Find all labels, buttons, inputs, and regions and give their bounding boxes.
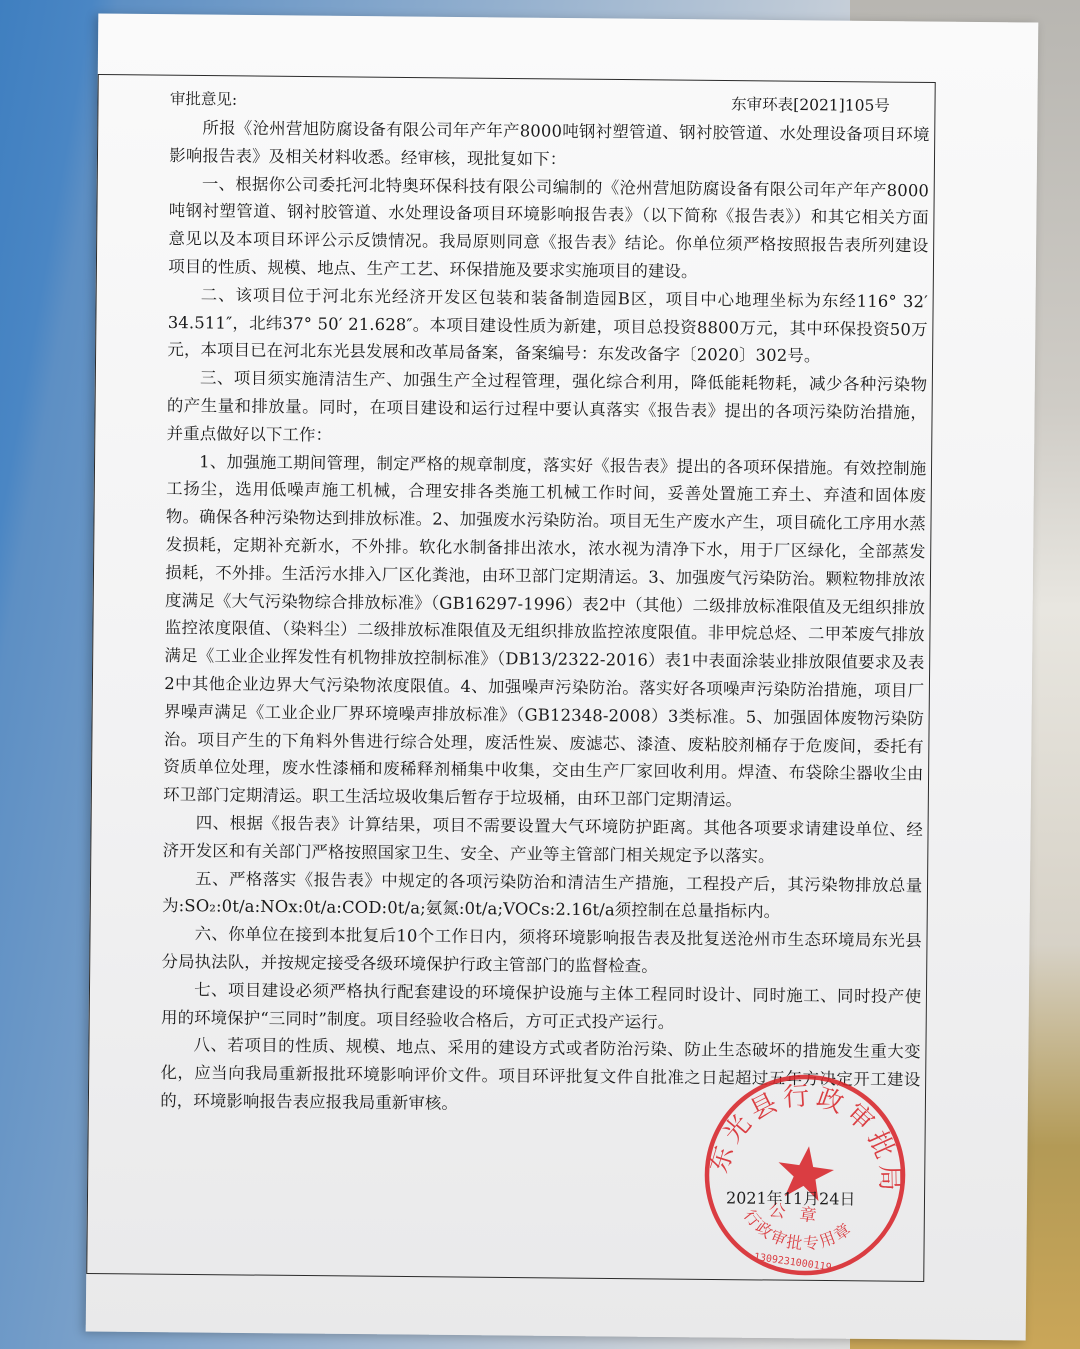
- paragraph-6: 六、你单位在接到本批复后10个工作日内，须将环境影响报告表及批复送沧州市生态环境局东光县分局执法队，并按规定接受各级环境保护行政主管部门的监督检查。: [161, 924, 922, 976]
- approval-content: [160, 88, 930, 1122]
- paragraph-3: 三、项目须实施清洁生产、加强生产全过程管理，强化综合利用，降低能耗物耗，减少各种污染物的产生量和排放量。同时，在项目建设和运行过程中要认真落实《报告表》提出的各项污染防治措施，并重点做好以下工作：: [166, 368, 928, 445]
- paragraph-intro: 所报《沧州营旭防腐设备有限公司年产年产8000吨钢衬塑管道、钢衬胶管道、水处理设备项目环境影响报告表》及相关材料收悉。经审核，现批复如下：: [169, 118, 930, 169]
- seal-code: 1309231000119: [753, 1251, 833, 1274]
- paragraph-8: 八、若项目的性质、规模、地点、采用的建设方式或者防治污染、防止生态破坏的措施发生重大变化，应当向我局重新报批环境影响评价文件。项目环评批复文件自批准之日起超过五年方决定开工建设的，环境影响报告表应报我局重新审核。: [160, 1035, 921, 1113]
- paragraph-1: 一、根据你公司委托河北特奥环保科技有限公司编制的《沧州营旭防腐设备有限公司年产年产8000吨钢衬塑管道、钢衬胶管道、水处理设备项目环境影响报告表》（以下简称《报告表》）和其它相关方面意见以及本项目环评公示反馈情况。我局原则同意《报告表》结论。你单位须严格按照报告表所列建设项目的性质、规模、地点、生产工艺、环保措施及要求实施项目的建设。: [168, 173, 930, 282]
- approval-label: 审批意见:: [169, 89, 238, 109]
- approval-date: 2021年11月24日: [725, 1188, 856, 1209]
- official-seal: [686, 1056, 923, 1293]
- seal-top-text: 东光县行政审批局: [703, 1081, 905, 1197]
- paragraph-3-details: 1、加强施工期间管理，制定严格的规章制度，落实好《报告表》提出的各项环保措施。有效控制施工扬尘，选用低噪声施工机械，合理安排各类施工机械工作时间，妥善处置施工弃土、弃渣和固体废物。确保各种污染物达到排放标准。2、加强废水污染防治。项目无生产废水产生，项目硫化工序用水蒸发损耗，定期补充新水，不外排。软化水制备排出浓水，浓水视为清净下水，用于厂区绿化，全部蒸发损耗，不外排。生活污水排入厂区化粪池，由环卫部门定期清运。3、加强废气污染防治。颗粒物排放浓度满足《大气污染物综合排放标准》（GB16297-1996）表2中（其他）二级排放标准限值及无组织排放监控浓度限值、（染料尘）二级排放标准限值及无组织排放监控浓度限值。非甲烷总烃、二甲苯废气排放满足《工业企业挥发性有机物排放控制标准》（DB13/2322-2016）表1中表面涂装业排放限值要求及表2中其他企业边界大气污染物浓度限值。4、加强噪声污染防治。落实好各项噪声污染防治措施，项目厂界噪声满足《工业企业厂界环境噪声排放标准》（GB12348-2008）3类标准。5、加强固体废物污染防治。项目产生的下角料外售进行综合处理，废活性炭、废滤芯、漆渣、废粘胶剂桶存于危废间，委托有资质单位处理，废水性漆桶和废稀释剂桶集中收集，交由生产厂家回收利用。焊渣、布袋除尘器收尘由环卫部门定期清运。职工生活垃圾收集后暂存于垃圾桶，由环卫部门定期清运。: [163, 451, 927, 810]
- paragraph-7: 七、项目建设必须严格执行配套建设的环境保护设施与主体工程同时设计、同时施工、同时投产使用的环境保护“三同时”制度。项目经验收合格后，方可正式投产运行。: [160, 979, 922, 1032]
- paragraph-2: 二、该项目位于河北东光经济开发区包装和装备制造园B区，项目中心地理坐标为东经116° 32′ 34.511″，北纬37° 50′ 21.628″。本项目建设性质为新建，项目总投资8800万元，其中环保投资50万元，本项目已在河北东光县发展和改革局备案，备案编号：东发改备字〔2020〕302号。: [167, 285, 929, 366]
- paragraph-4: 四、根据《报告表》计算结果，项目不需要设置大气环境防护距离。其他各项要求请建设单位、经济开发区和有关部门严格按照国家卫生、安全、产业等主管部门相关规定予以落实。: [162, 813, 924, 866]
- document-number: 东审环表[2021]105号: [731, 95, 890, 115]
- seal-bottom-text: 行政审批专用章: [739, 1205, 856, 1254]
- paragraph-5: 五、严格落实《报告表》中规定的各项污染防治和清洁生产措施，工程投产后，其污染物排放总量为:SO₂:0t/a:NOx:0t/a:COD:0t/a;氨氮:0t/a;VOCs:2.16t/a须控制在总量指标内。: [162, 868, 923, 922]
- seal-center-text: 公章: [767, 1200, 832, 1229]
